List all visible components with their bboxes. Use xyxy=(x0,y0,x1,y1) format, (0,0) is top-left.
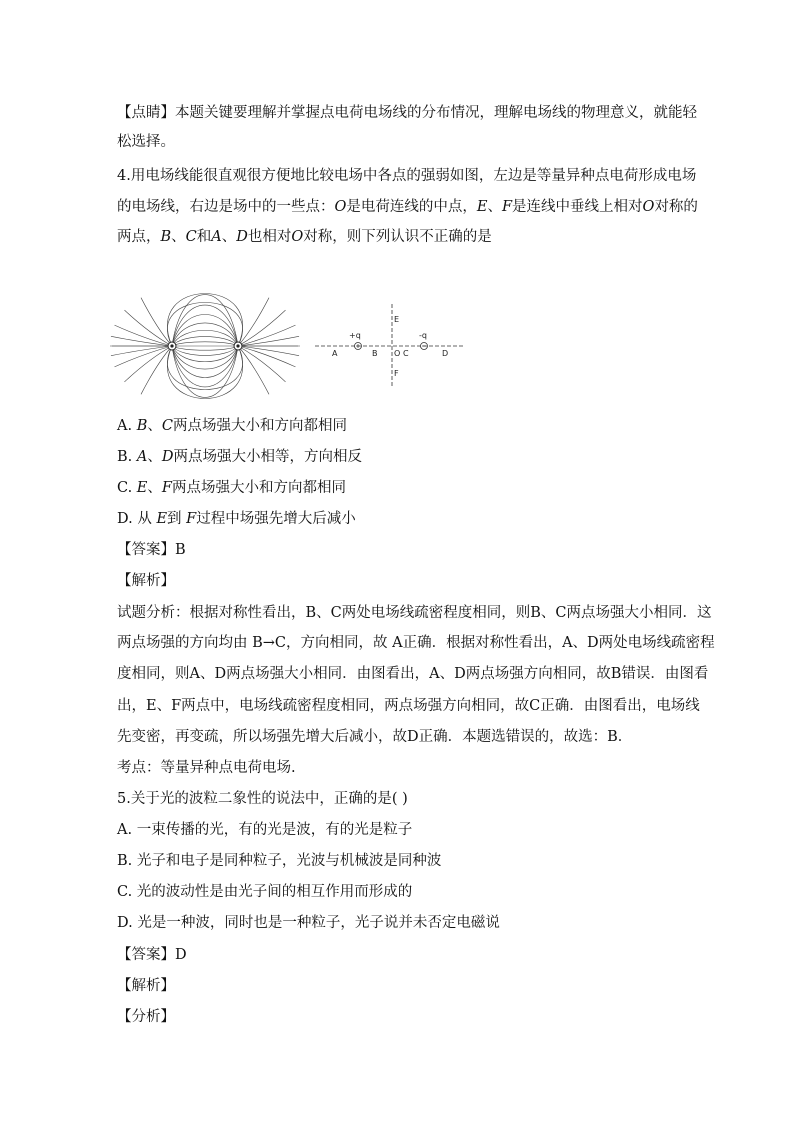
text-span: O xyxy=(291,229,304,245)
text-span: 和 xyxy=(196,229,212,245)
text-span: 两点场强大小和方向都相同 xyxy=(171,480,346,496)
field-line xyxy=(172,342,238,346)
text-span: 过程中场强先增大后减小 xyxy=(196,511,356,527)
field-line xyxy=(111,346,172,356)
field-line xyxy=(167,303,242,347)
text-span: F xyxy=(161,480,172,496)
option-a xyxy=(117,416,347,436)
electric-field-figure xyxy=(110,286,480,406)
text-span: B xyxy=(136,418,148,434)
text-span: O xyxy=(642,199,655,215)
field-line xyxy=(125,310,172,346)
text-span: D xyxy=(161,449,174,465)
label-F: F xyxy=(394,369,399,378)
analysis-4-line: 度相同，则A、D两点场强大小相同．由图看出，A、D两点场强方向相同，故B错误．由图看 xyxy=(117,666,709,682)
text-span: O xyxy=(334,199,347,215)
label-minus-q: -q xyxy=(419,331,427,340)
question-4-stem-line xyxy=(117,227,492,247)
option-c xyxy=(117,478,346,498)
question-4-stem-line: 4.用电场线能很直观很方便地比较电场中各点的强弱如图，左边是等量异种点电荷形成电场 xyxy=(117,168,697,184)
text-span: 到 xyxy=(167,511,187,527)
text-span: 、 xyxy=(147,480,162,496)
text-span: C. xyxy=(117,480,137,496)
field-lines-diagram xyxy=(110,294,300,399)
text-span: D xyxy=(236,229,248,245)
text-span: 的电场线，右边是场中的一些点： xyxy=(117,199,335,215)
text-span: F xyxy=(501,199,513,215)
text-span: 、 xyxy=(147,418,162,434)
field-line xyxy=(111,336,172,346)
analysis-5-subheading: 【分析】 xyxy=(117,1009,175,1025)
field-line xyxy=(115,325,172,346)
text-span: B xyxy=(160,229,172,245)
text-span: A xyxy=(211,229,222,245)
analysis-4-line: 试题分析：根据对称性看出，B、C两处电场线疏密程度相同，则B、C两点场强大小相同．这 xyxy=(117,605,712,621)
label-E: E xyxy=(394,315,400,324)
field-line xyxy=(115,346,172,367)
text-line: 【点睛】本题关键要理解并掌握点电荷电场线的分布情况，理解电场线的物理意义，就能轻 xyxy=(117,105,697,121)
question-5-stem: 5.关于光的波粒二象性的说法中，正确的是( ) xyxy=(117,791,408,807)
text-span: 也相对 xyxy=(247,229,292,245)
text-span: 对称，则下列认识不正确的是 xyxy=(303,229,492,245)
text-span: E xyxy=(476,199,488,215)
text-span: B. xyxy=(117,449,137,465)
knowledge-point: 考点：等量异种点电荷电场. xyxy=(117,760,296,776)
text-span: 两点， xyxy=(117,229,161,245)
text-span: 、 xyxy=(171,229,186,245)
label-D: D xyxy=(442,349,449,358)
text-span: 是连线中垂线上相对 xyxy=(512,199,643,215)
text-span: 、 xyxy=(487,199,502,215)
text-span: 对称的 xyxy=(654,199,698,215)
field-line xyxy=(172,330,238,346)
text-span: A. xyxy=(117,418,137,434)
question-4-stem-line xyxy=(117,197,698,217)
charge-minus-right xyxy=(234,342,242,350)
text-span: 、 xyxy=(147,449,162,465)
field-line xyxy=(172,346,238,355)
analysis-4-line: 出，E、F两点中，电场线疏密程度相同，两点场强方向相同，故C正确．由图看出，电场线 xyxy=(117,698,700,714)
text-span: 两点场强大小和方向都相同 xyxy=(172,418,347,434)
text-span: E xyxy=(136,480,148,496)
field-line xyxy=(238,325,295,346)
option-a: A. 一束传播的光，有的光是波，有的光是粒子 xyxy=(117,822,413,838)
answer-4: 【答案】B xyxy=(117,542,186,558)
charge-plus-left xyxy=(168,342,176,350)
field-line xyxy=(167,346,242,390)
option-b xyxy=(117,447,362,467)
option-b: B. 光子和电子是同种粒子，光波与机械波是同种波 xyxy=(117,853,442,869)
text-line: 松选择。 xyxy=(117,134,175,150)
text-span: D. 从 xyxy=(117,511,157,527)
text-span: E xyxy=(156,511,168,527)
text-span: C xyxy=(161,418,173,434)
option-d xyxy=(117,509,356,529)
field-line xyxy=(172,346,238,350)
text-span: 、 xyxy=(221,229,237,245)
label-O: O xyxy=(394,349,401,358)
option-d: D. 光是一种波，同时也是一种粒子，光子说并未否定电磁说 xyxy=(117,915,500,931)
text-span: F xyxy=(186,511,197,527)
points-diagram xyxy=(315,304,465,388)
label-B: B xyxy=(372,349,378,358)
text-span: 两点场强大小相等，方向相反 xyxy=(173,449,362,465)
field-line xyxy=(238,346,285,382)
text-span: A xyxy=(136,449,148,465)
field-line xyxy=(172,346,238,362)
field-line xyxy=(238,346,299,356)
analysis-5-heading: 【解析】 xyxy=(117,978,175,994)
field-line xyxy=(238,310,285,346)
analysis-4-line: 两点场强的方向均由 B→C，方向相同，故 A正确．根据对称性看出，A、D两处电场线疏密程 xyxy=(117,635,715,651)
field-line xyxy=(238,346,295,367)
field-line xyxy=(172,323,238,346)
answer-5: 【答案】D xyxy=(117,947,187,963)
field-line xyxy=(125,346,172,382)
field-line xyxy=(238,336,299,346)
option-c: C. 光的波动性是由光子间的相互作用而形成的 xyxy=(117,884,413,900)
label-plus-q: +q xyxy=(349,331,361,340)
analysis-4-heading: 【解析】 xyxy=(117,573,175,589)
text-span: 是电荷连线的中点， xyxy=(346,199,477,215)
field-line xyxy=(172,346,238,369)
text-span: C xyxy=(185,229,197,245)
label-A: A xyxy=(332,349,338,358)
field-line xyxy=(172,337,238,346)
analysis-4-line: 先变密，再变疏，所以场强先增大后减小，故D正确．本题选错误的，故选：B． xyxy=(117,729,633,745)
label-C: C xyxy=(403,349,409,358)
